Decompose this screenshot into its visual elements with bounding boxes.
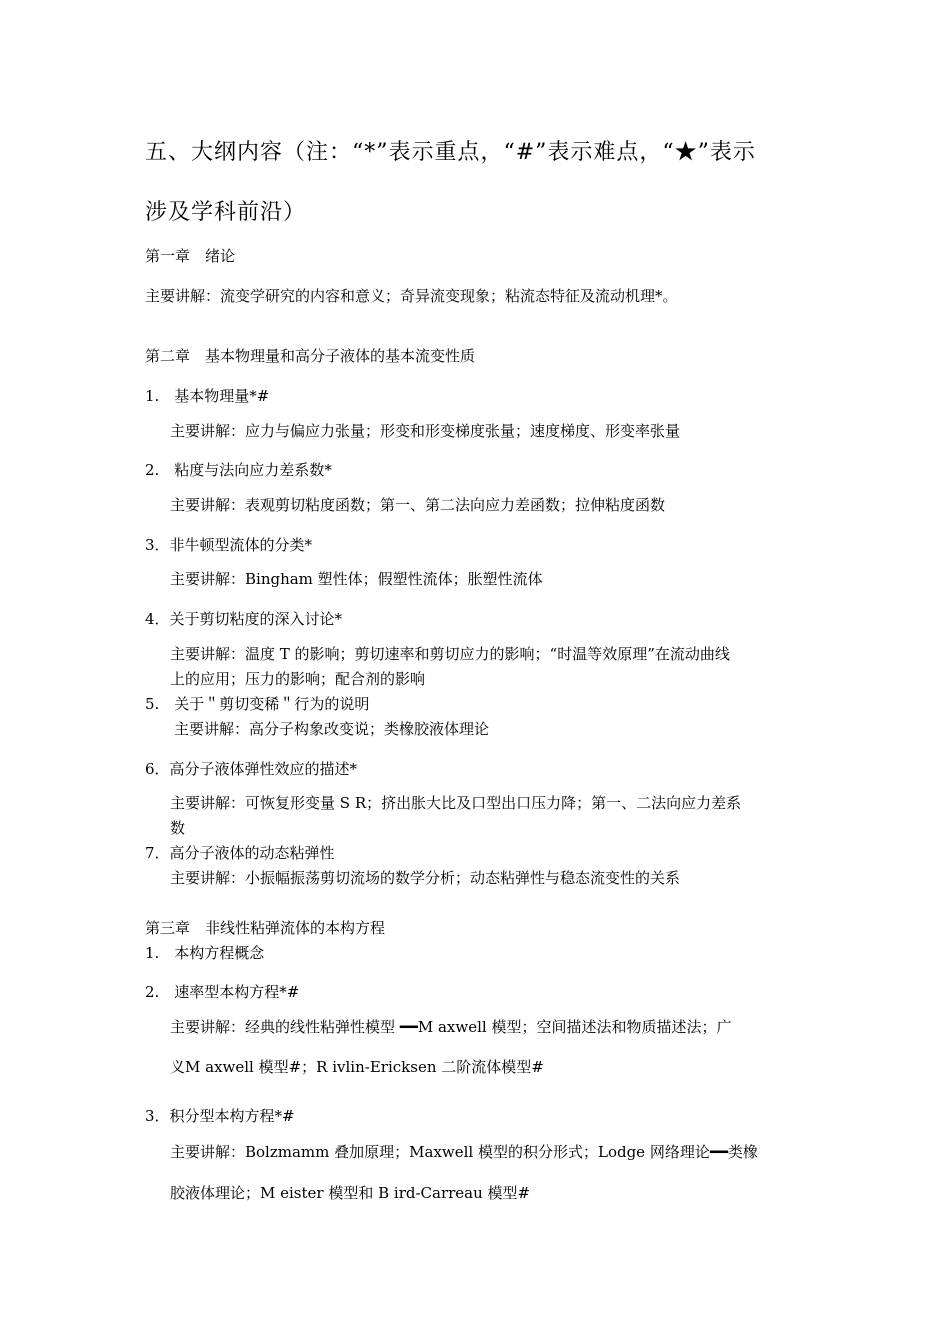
ch2-item3-main: 主要讲解：Bingham 塑性体；假塑性流体；胀塑性流体 (170, 570, 543, 588)
ch3-item3-main-line1: 主要讲解：Bolzmamm 叠加原理；Maxwell 模型的积分形式；Lodge 网络理论━━类橡 (170, 1143, 758, 1161)
ch2-item1-title: 1. 基本物理量*# (145, 387, 270, 405)
chapter2-title: 第二章 基本物理量和高分子液体的基本流变性质 (145, 347, 476, 365)
ch2-item6-title: 6．高分子液体弹性效应的描述* (145, 760, 358, 778)
ch2-item4-title: 4．关于剪切粘度的深入讨论* (145, 610, 343, 628)
chapter1-title: 第一章 绪论 (145, 247, 236, 265)
chapter1-main: 主要讲解：流变学研究的内容和意义；奇异流变现象；粘流态特征及流动机理*。 (145, 287, 678, 305)
ch3-item3-main-line2: 胶液体理论；M eister 模型和 B ird-Carreau 模型# (170, 1184, 531, 1202)
ch2-item3-title: 3．非牛顿型流体的分类* (145, 536, 313, 554)
ch2-item7-main: 主要讲解：小振幅振荡剪切流场的数学分析；动态粘弹性与稳态流变性的关系 (170, 869, 681, 887)
ch2-item6-main-line2: 数 (170, 819, 186, 837)
section-heading-line2: 涉及学科前沿） (145, 200, 307, 225)
chapter3-title: 第三章 非线性粘弹流体的本构方程 (145, 919, 386, 937)
ch2-item2-title: 2. 粘度与法向应力差系数* (145, 461, 332, 479)
ch2-item2-main: 主要讲解：表观剪切粘度函数；第一、第二法向应力差函数；拉伸粘度函数 (170, 496, 666, 514)
ch2-item6-main-line1: 主要讲解：可恢复形变量 S R；挤出胀大比及口型出口压力降；第一、二法向应力差系 (170, 794, 742, 812)
ch2-item7-title: 7．高分子液体的动态粘弹性 (145, 844, 335, 862)
ch3-item1-title: 1. 本构方程概念 (145, 944, 265, 962)
ch2-item5-main: 主要讲解：高分子构象改变说；类橡胶液体理论 (174, 720, 490, 738)
ch2-item4-main-line1: 主要讲解：温度 T 的影响；剪切速率和剪切应力的影响；“时温等效原理”在流动曲线 (170, 645, 730, 663)
section-heading-line1: 五、大纲内容（注：“*”表示重点，“#”表示难点，“★”表示 (145, 140, 756, 165)
ch3-item3-title: 3．积分型本构方程*# (145, 1107, 295, 1125)
ch3-item2-main-line1: 主要讲解：经典的线性粘弹性模型 ━━M axwell 模型；空间描述法和物质描述法；广 (170, 1018, 732, 1036)
ch2-item4-main-line2: 上的应用；压力的影响；配合剂的影响 (170, 670, 426, 688)
ch3-item2-main-line2: 义M axwell 模型#；R ivlin-Ericksen 二阶流体模型# (170, 1058, 544, 1076)
ch3-item2-title: 2. 速率型本构方程*# (145, 983, 300, 1001)
ch2-item5-title: 5. 关于＂剪切变稀＂行为的说明 (145, 695, 370, 713)
ch2-item1-main: 主要讲解：应力与偏应力张量；形变和形变梯度张量；速度梯度、形变率张量 (170, 422, 681, 440)
